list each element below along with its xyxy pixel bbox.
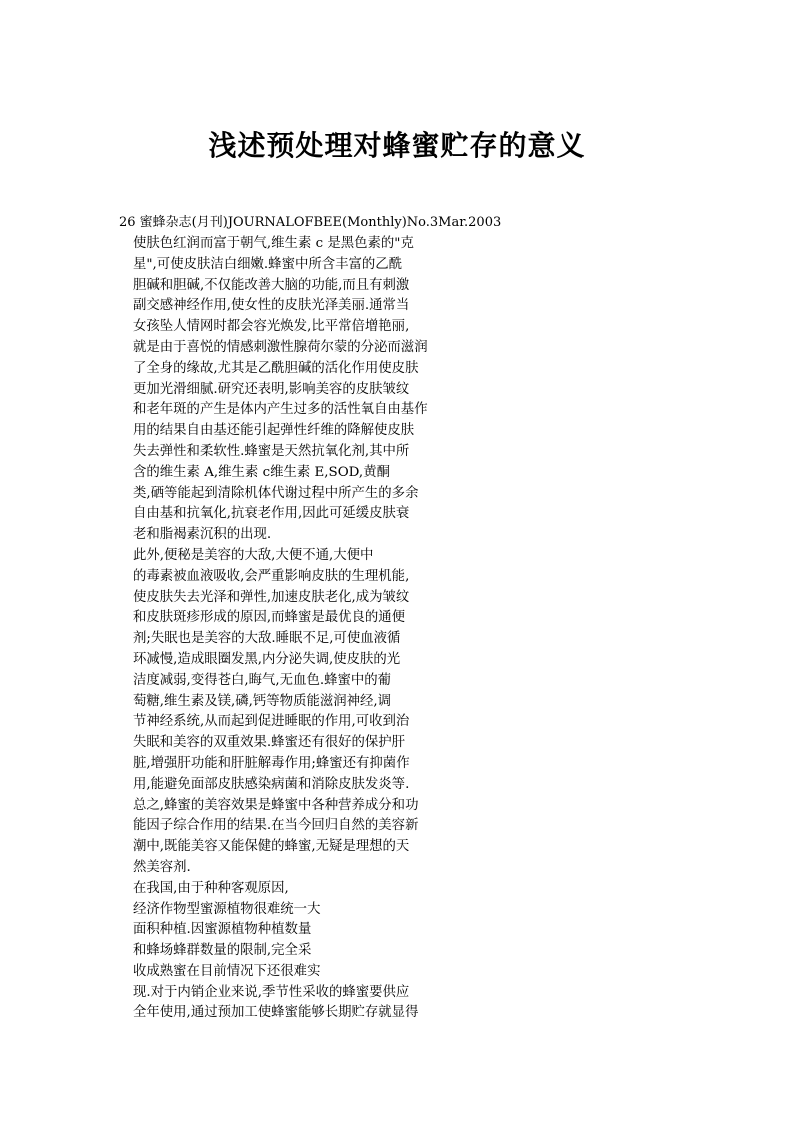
body-line: 自由基和抗氧化,抗衰老作用,因此可延缓皮肤衰: [133, 506, 410, 522]
body-line: 的毒素被血液吸收,会严重影响皮肤的生理机能,: [133, 568, 410, 584]
body-line: 能因子综合作用的结果.在当今回归自然的美容新: [133, 818, 419, 834]
body-line: 萄糖,维生素及镁,磷,钙等物质能滋润神经,调: [133, 693, 392, 709]
body-line: 失去弹性和柔软性.蜂蜜是天然抗氧化剂,其中所: [133, 443, 410, 459]
body-line: 失眠和美容的双重效果.蜂蜜还有很好的保护肝: [133, 735, 406, 751]
body-line: 女孩坠人情网时都会容光焕发,比平常倍增艳丽,: [133, 319, 410, 335]
body-line: 和皮肤斑疹形成的原因,而蜂蜜是最优良的通便: [133, 610, 406, 626]
body-line: 脏,增强肝功能和肝脏解毒作用;蜂蜜还有抑菌作: [133, 755, 410, 771]
body-line: 和蜂场蜂群数量的限制,完全采: [133, 943, 312, 959]
body-line: 使肤色红润而富于朝气,维生素 c 是黑色素的"克: [133, 236, 414, 251]
body-line: 在我国,由于种种客观原因,: [133, 880, 289, 896]
body-line: 现.对于内销企业来说,季节性采收的蜂蜜要供应: [133, 984, 410, 1000]
body-line: 全年使用,通过预加工使蜂蜜能够长期贮存就显得: [133, 1005, 419, 1021]
body-line: 更加光滑细腻.研究还表明,影响美容的皮肤皱纹: [133, 381, 410, 397]
body-line: 收成熟蜜在目前情况下还很难实: [133, 963, 321, 979]
body-line: 使皮肤失去光泽和弹性,加速皮肤老化,成为皱纹: [133, 589, 410, 605]
body-line: 总之,蜂蜜的美容效果是蜂蜜中各种营养成分和功: [133, 797, 419, 813]
body-line: 星",可使皮肤洁白细嫩.蜂蜜中所含丰富的乙酰: [133, 256, 403, 272]
body-line: 潮中,既能美容又能保健的蜂蜜,无疑是理想的天: [133, 839, 410, 855]
body-line: 环减慢,造成眼圈发黑,内分泌失调,使皮肤的光: [133, 651, 401, 667]
body-line: 类,硒等能起到清除机体代谢过程中所产生的多余: [133, 485, 419, 501]
body-line: 用,能避免面部皮肤感染病菌和消除皮肤发炎等.: [133, 776, 410, 792]
body-line: 面积种植.因蜜源植物种植数量: [133, 922, 312, 938]
body-line: 洁度减弱,变得苍白,晦气,无血色.蜂蜜中的葡: [133, 672, 392, 688]
body-line: 副交感神经作用,使女性的皮肤光泽美丽.通常当: [133, 298, 410, 314]
document-title: 浅述预处理对蜂蜜贮存的意义: [208, 129, 586, 162]
body-line: 用的结果自由基还能引起弹性纤维的降解使皮肤: [133, 423, 415, 439]
body-line: 此外,便秘是美容的大敌,大便不通,大便中: [133, 547, 374, 563]
body-line: 经济作物型蜜源植物很难统一大: [133, 901, 321, 917]
body-text: [133, 234, 463, 1024]
journal-header: 26 蜜蜂杂志(月刊)JOURNALOFBEE(Monthly)No.3Mar.2003: [119, 215, 502, 230]
body-line: 含的维生素 A,维生素 c维生素 E,SOD,黄酮: [133, 464, 390, 480]
body-line: 了全身的缘故,尤其是乙酰胆碱的活化作用使皮肤: [133, 360, 419, 376]
body-line: 然美容剂.: [133, 859, 191, 875]
body-line: 胆碱和胆碱,不仅能改善大脑的功能,而且有刺激: [133, 277, 410, 293]
body-line: 节神经系统,从而起到促进睡眠的作用,可收到治: [133, 714, 410, 730]
body-line: 剂;失眠也是美容的大敌.睡眠不足,可使血液循: [133, 631, 401, 647]
body-line: 老和脂褐素沉积的出现.: [133, 527, 272, 543]
body-line: 和老年斑的产生是体内产生过多的活性氧自由基作: [133, 402, 428, 418]
body-line: 就是由于喜悦的情感刺激性腺荷尔蒙的分泌而滋润: [133, 339, 428, 355]
